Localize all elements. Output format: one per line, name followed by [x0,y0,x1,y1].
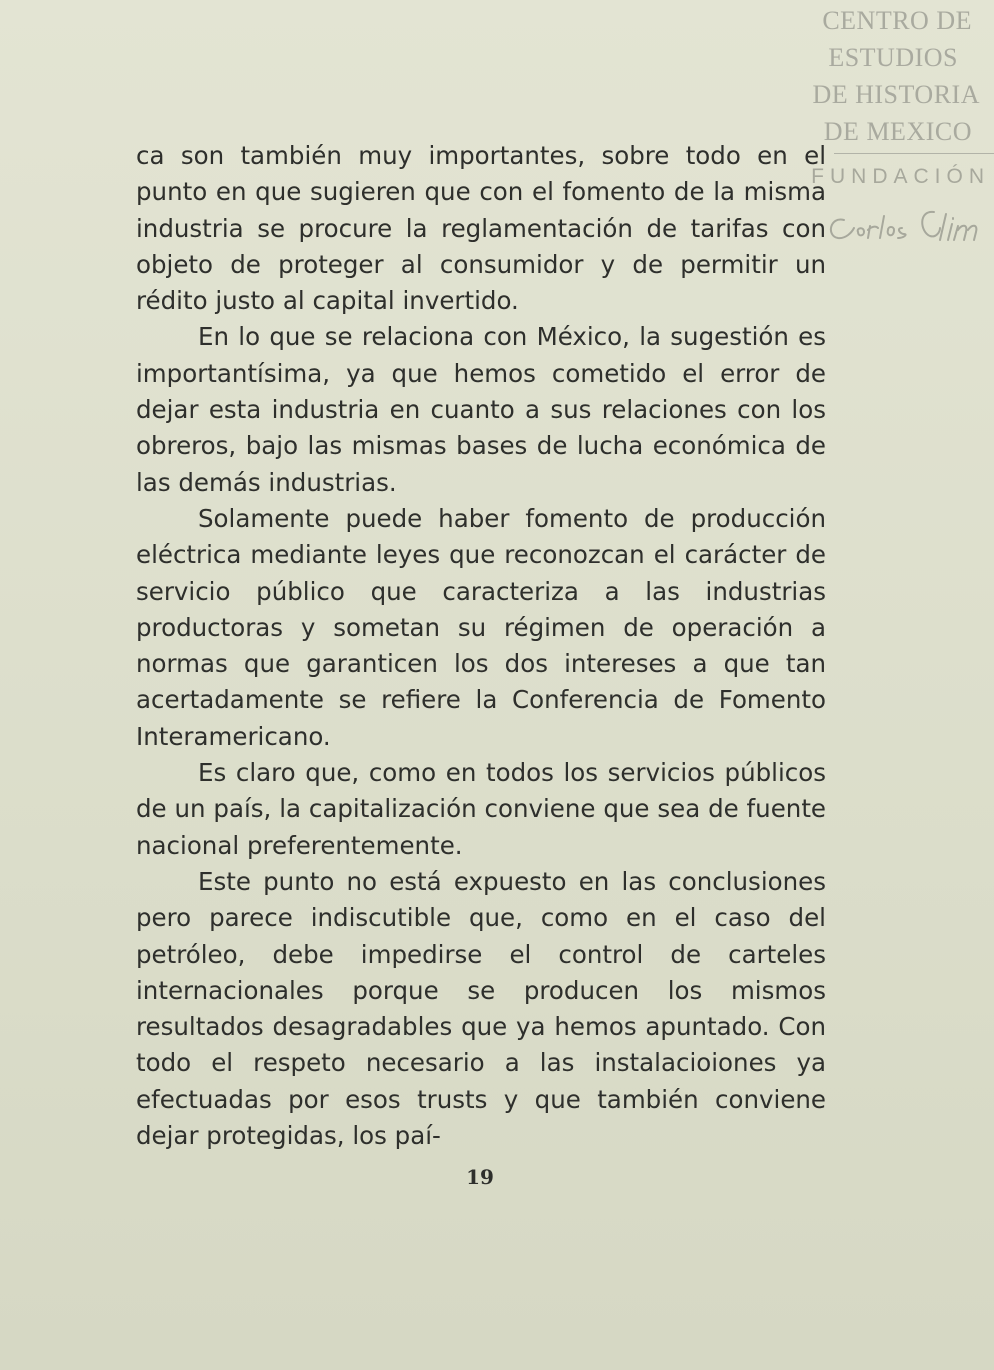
page-number: 19 [466,1165,494,1189]
body-text [136,138,826,1154]
paragraph-1: ca son también muy importantes, sobre todo en el punto en que sugieren que con el fomento de la misma industria se procure la reglamentación de tarifas con objeto de proteger al consumidor y de permitir un rédito justo al capital invertido. [136,141,826,316]
watermark-line-1: CENTRO DE [822,6,972,35]
watermark-line-2: ESTUDIOS [828,43,958,72]
watermark-line-3: DE HISTORIA [812,80,980,109]
watermark-signature [822,202,992,252]
watermark-line-4: DE MEXICO [823,117,972,146]
paragraph-2: En lo que se relaciona con México, la sugestión es importantísima, ya que hemos cometido el error de dejar esta industria en cuanto a sus relaciones con los obreros, bajo las mismas bases de lucha económica de las demás industrias. [136,322,826,497]
watermark-divider [834,153,994,154]
paragraph-5: Este punto no está expuesto en las conclusiones pero parece indiscutible que, como en el caso del petróleo, debe impedirse el control de carteles internacionales porque se producen los mismos resultados desagradables que ya hemos apuntado. Con todo el respeto necesario a las instalacioiones ya efectuadas por esos trusts y que también conviene dejar protegidas, los paí- [136,866,826,1151]
paragraph-3: Solamente puede haber fomento de producción eléctrica mediante leyes que reconozcan el carácter de servicio público que caracteriza a las industrias productoras y sometan su régimen de operación a normas que garanticen los dos intereses a que tan acertadamente se refiere la Conferencia de Fomento Interamericano. [136,503,826,751]
watermark-foundation: FUNDACIÓN [811,165,990,188]
paragraph-4: Es claro que, como en todos los servicios públicos de un país, la capitalización conviene que sea de fuente nacional preferentemente. [136,758,826,860]
